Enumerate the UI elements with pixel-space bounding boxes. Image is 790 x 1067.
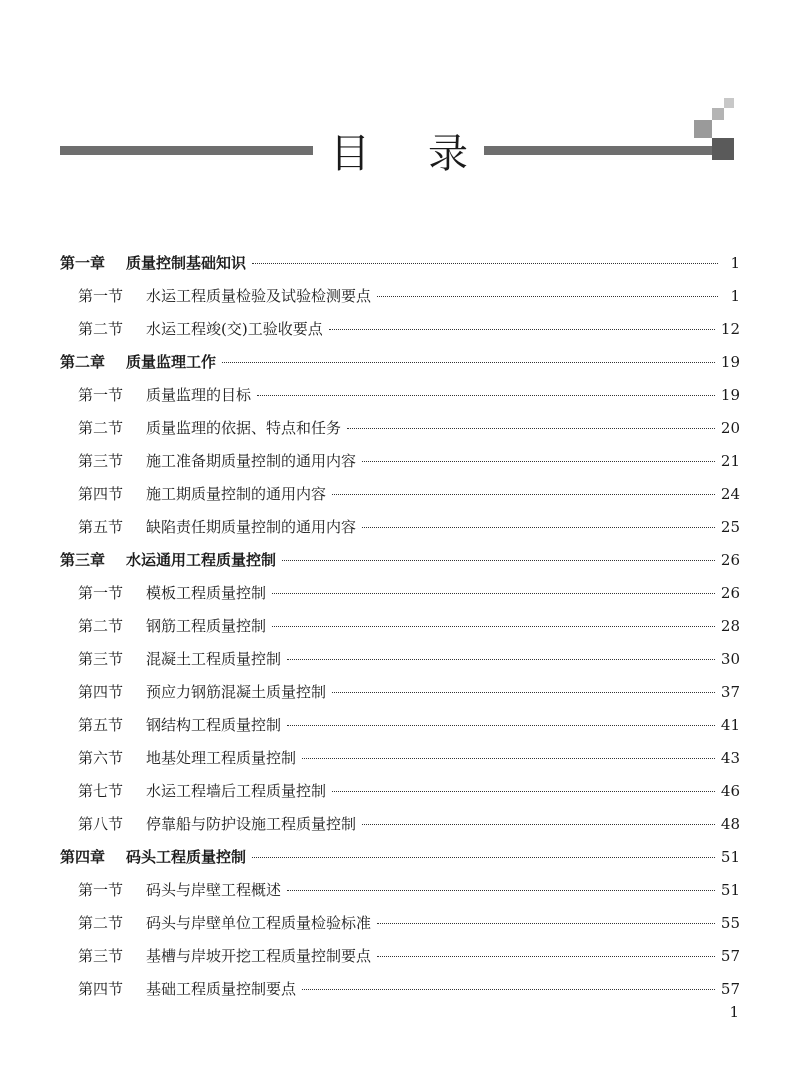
toc-section-entry[interactable] [60, 973, 740, 1006]
toc-section-entry[interactable] [60, 313, 740, 346]
toc-entry-page: 19 [720, 386, 740, 404]
toc-section-entry[interactable] [60, 412, 740, 445]
toc-chapter-entry[interactable] [60, 841, 740, 874]
toc-section-entry[interactable] [60, 874, 740, 907]
toc-entry-number: 第一节 [78, 881, 124, 899]
toc-entry-title: 质量监理的目标 [146, 386, 252, 404]
toc-entry-number: 第三节 [78, 452, 124, 470]
toc-entry-title: 基础工程质量控制要点 [146, 980, 297, 998]
toc-entry-page: 46 [720, 782, 740, 800]
toc-dot-leader [302, 989, 715, 990]
toc-entry-number: 第一节 [78, 287, 124, 305]
toc-entry-title: 质量控制基础知识 [126, 254, 247, 272]
toc-entry-title: 水运工程墙后工程质量控制 [146, 782, 327, 800]
toc-dot-leader [332, 692, 715, 693]
toc-dot-leader [257, 395, 715, 396]
toc-entry-title: 预应力钢筋混凝土质量控制 [146, 683, 327, 701]
toc-entry-page: 24 [720, 485, 740, 503]
page-number: 1 [729, 1003, 739, 1021]
toc-entry-page: 20 [720, 419, 740, 437]
toc-section-entry[interactable] [60, 445, 740, 478]
toc-dot-leader [222, 362, 715, 363]
toc-entry-number: 第一节 [78, 386, 124, 404]
toc-entry-title: 停靠船与防护设施工程质量控制 [146, 815, 357, 833]
toc-entry-page: 26 [720, 551, 740, 569]
toc-entry-number: 第三节 [78, 947, 124, 965]
toc-entry-number: 第一章 [60, 254, 106, 272]
toc-entry-title: 码头与岸壁单位工程质量检验标准 [146, 914, 372, 932]
toc-dot-leader [347, 428, 715, 429]
toc-entry-number: 第二节 [78, 914, 124, 932]
toc-section-entry[interactable] [60, 742, 740, 775]
toc-entry-page: 1 [730, 254, 740, 272]
toc-dot-leader [272, 593, 715, 594]
toc-dot-leader [362, 461, 715, 462]
toc-entry-number: 第二节 [78, 320, 124, 338]
decorative-square [694, 120, 712, 138]
decorative-square [712, 138, 734, 160]
toc-entry-title: 钢筋工程质量控制 [146, 617, 267, 635]
title-char-2: 录 [428, 130, 468, 177]
toc-dot-leader [329, 329, 715, 330]
toc-entry-number: 第四节 [78, 683, 124, 701]
toc-entry-title: 缺陷责任期质量控制的通用内容 [146, 518, 357, 536]
toc-entry-page: 1 [730, 287, 740, 305]
toc-section-entry[interactable] [60, 478, 740, 511]
decorative-square [712, 108, 724, 120]
toc-dot-leader [377, 923, 715, 924]
table-of-contents [60, 247, 740, 1006]
toc-entry-title: 质量监理的依据、特点和任务 [146, 419, 342, 437]
toc-entry-title: 水运通用工程质量控制 [126, 551, 277, 569]
toc-section-entry[interactable] [60, 907, 740, 940]
toc-entry-title: 模板工程质量控制 [146, 584, 267, 602]
toc-entry-page: 57 [720, 947, 740, 965]
toc-section-entry[interactable] [60, 643, 740, 676]
toc-section-entry[interactable] [60, 775, 740, 808]
toc-entry-number: 第三章 [60, 551, 106, 569]
toc-entry-page: 30 [720, 650, 740, 668]
toc-section-entry[interactable] [60, 280, 740, 313]
toc-dot-leader [272, 626, 715, 627]
toc-entry-number: 第二节 [78, 617, 124, 635]
toc-entry-number: 第四节 [78, 485, 124, 503]
toc-entry-page: 48 [720, 815, 740, 833]
toc-entry-page: 21 [720, 452, 740, 470]
toc-dot-leader [287, 659, 715, 660]
toc-entry-number: 第八节 [78, 815, 124, 833]
toc-entry-number: 第五节 [78, 518, 124, 536]
toc-entry-title: 码头与岸壁工程概述 [146, 881, 282, 899]
toc-entry-title: 质量监理工作 [126, 353, 217, 371]
toc-entry-page: 28 [720, 617, 740, 635]
toc-entry-number: 第七节 [78, 782, 124, 800]
toc-section-entry[interactable] [60, 577, 740, 610]
toc-dot-leader [332, 494, 715, 495]
toc-entry-page: 51 [720, 881, 740, 899]
toc-entry-title: 混凝土工程质量控制 [146, 650, 282, 668]
toc-entry-number: 第四节 [78, 980, 124, 998]
toc-entry-number: 第六节 [78, 749, 124, 767]
toc-entry-title: 水运工程质量检验及试验检测要点 [146, 287, 372, 305]
toc-dot-leader [377, 956, 715, 957]
toc-dot-leader [282, 560, 715, 561]
toc-section-entry[interactable] [60, 610, 740, 643]
decorative-square [724, 98, 734, 108]
toc-dot-leader [362, 824, 715, 825]
toc-entry-title: 施工准备期质量控制的通用内容 [146, 452, 357, 470]
toc-dot-leader [377, 296, 718, 297]
title-char-1: 目 [330, 130, 370, 177]
toc-dot-leader [287, 890, 715, 891]
toc-entry-title: 码头工程质量控制 [126, 848, 247, 866]
toc-entry-number: 第一节 [78, 584, 124, 602]
toc-entry-page: 41 [720, 716, 740, 734]
toc-dot-leader [252, 857, 715, 858]
toc-entry-number: 第五节 [78, 716, 124, 734]
toc-entry-number: 第二节 [78, 419, 124, 437]
toc-dot-leader [302, 758, 715, 759]
toc-entry-page: 55 [720, 914, 740, 932]
toc-entry-page: 12 [720, 320, 740, 338]
toc-header [0, 0, 790, 200]
toc-section-entry[interactable] [60, 511, 740, 544]
toc-section-entry[interactable] [60, 709, 740, 742]
toc-dot-leader [287, 725, 715, 726]
toc-entry-title: 钢结构工程质量控制 [146, 716, 282, 734]
header-rule-right [484, 146, 730, 155]
toc-entry-page: 57 [720, 980, 740, 998]
toc-entry-number: 第三节 [78, 650, 124, 668]
toc-dot-leader [362, 527, 715, 528]
toc-entry-title: 施工期质量控制的通用内容 [146, 485, 327, 503]
toc-entry-page: 51 [720, 848, 740, 866]
header-rule-left [60, 146, 313, 155]
toc-dot-leader [252, 263, 718, 264]
toc-chapter-entry[interactable] [60, 346, 740, 379]
toc-entry-page: 25 [720, 518, 740, 536]
toc-entry-number: 第二章 [60, 353, 106, 371]
toc-section-entry[interactable] [60, 379, 740, 412]
toc-entry-title: 水运工程竣(交)工验收要点 [146, 320, 323, 338]
page-title [318, 122, 480, 178]
toc-section-entry[interactable] [60, 676, 740, 709]
toc-entry-page: 37 [720, 683, 740, 701]
toc-section-entry[interactable] [60, 940, 740, 973]
toc-entry-page: 26 [720, 584, 740, 602]
toc-entry-title: 地基处理工程质量控制 [146, 749, 297, 767]
toc-chapter-entry[interactable] [60, 544, 740, 577]
toc-entry-page: 43 [720, 749, 740, 767]
toc-entry-title: 基槽与岸坡开挖工程质量控制要点 [146, 947, 372, 965]
toc-dot-leader [332, 791, 715, 792]
toc-section-entry[interactable] [60, 808, 740, 841]
toc-entry-page: 19 [720, 353, 740, 371]
toc-chapter-entry[interactable] [60, 247, 740, 280]
toc-entry-number: 第四章 [60, 848, 106, 866]
